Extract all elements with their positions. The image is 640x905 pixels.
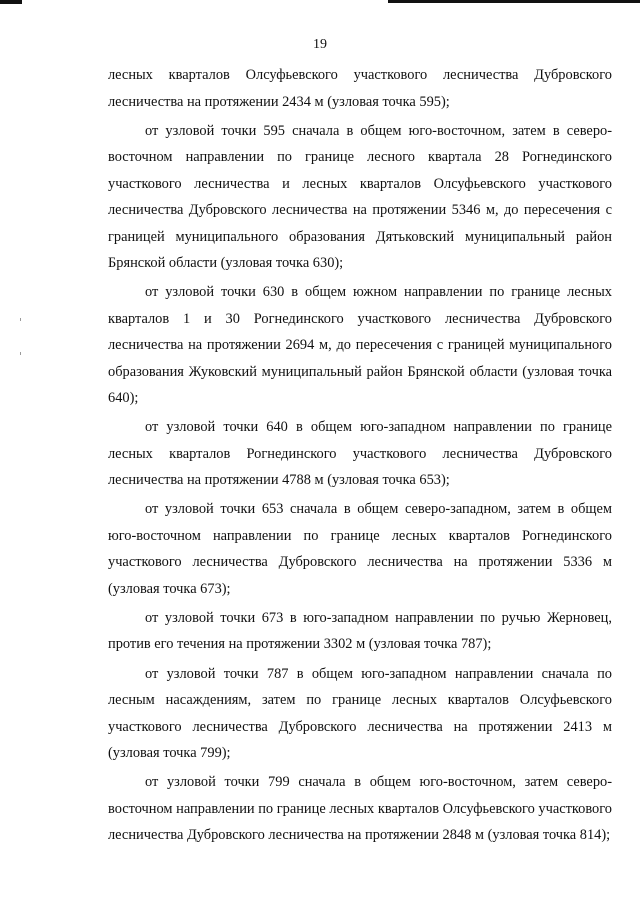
paragraph-boundary-787-799: от узловой точки 787 в общем юго-западном направлении сначала по лесным насаждениям, затем по границе лесных кварталов Олсуфьевского участкового лесничества Дубровского лесничества на протяжении 2413 м (узловая точка 799);: [108, 665, 612, 762]
document-body: [108, 62, 612, 851]
scan-edge-mark-right: [388, 0, 640, 3]
scan-edge-mark-left: [0, 0, 22, 4]
scan-artifact: [20, 318, 21, 321]
paragraph-boundary-630-640: от узловой точки 630 в общем южном направлении по границе лесных кварталов 1 и 30 Рогнединского участкового лесничества Дубровского лесничества на протяжении 2694 м, до пересечения с границей муниципального образования Жуковский муниципальный район Брянской области (узловая точка 640);: [108, 284, 612, 407]
paragraph-boundary-640-653: от узловой точки 640 в общем юго-западном направлении по границе лесных кварталов Рогнединского участкового лесничества Дубровского лесничества на протяжении 4788 м (узловая точка 653);: [108, 419, 612, 489]
paragraph-boundary-595-630: от узловой точки 595 сначала в общем юго-восточном, затем в северо-восточном направлении по границе лесного квартала 28 Рогнединского участкового лесничества и лесных кварталов Олсуфьевского участкового лесничества Дубровского лесничества на протяжении 5346 м, до пересечения с границей муниципального образования Дятьковский муниципальный район Брянской области (узловая точка 630);: [108, 122, 612, 272]
paragraph-boundary-799-814: от узловой точки 799 сначала в общем юго-восточном, затем северо-восточном направлении по границе лесных кварталов Олсуфьевского участкового лесничества Дубровского лесничества на протяжении 2848 м (узловая точка 814);: [108, 774, 612, 844]
paragraph-continuation: лесных кварталов Олсуфьевского участкового лесничества Дубровского лесничества на протяжении 2434 м (узловая точка 595);: [108, 67, 612, 110]
paragraph-boundary-673-787: от узловой точки 673 в юго-западном направлении по ручью Жерновец, против его течения на протяжении 3302 м (узловая точка 787);: [108, 609, 612, 653]
scan-artifact: [20, 352, 21, 355]
page-number: 19: [313, 37, 327, 52]
paragraph-boundary-653-673: от узловой точки 653 сначала в общем северо-западном, затем в общем юго-восточном направлении по границе лесных кварталов Рогнединского участкового лесничества Дубровского лесничества на протяжении 5336 м (узловая точка 673);: [108, 501, 612, 597]
